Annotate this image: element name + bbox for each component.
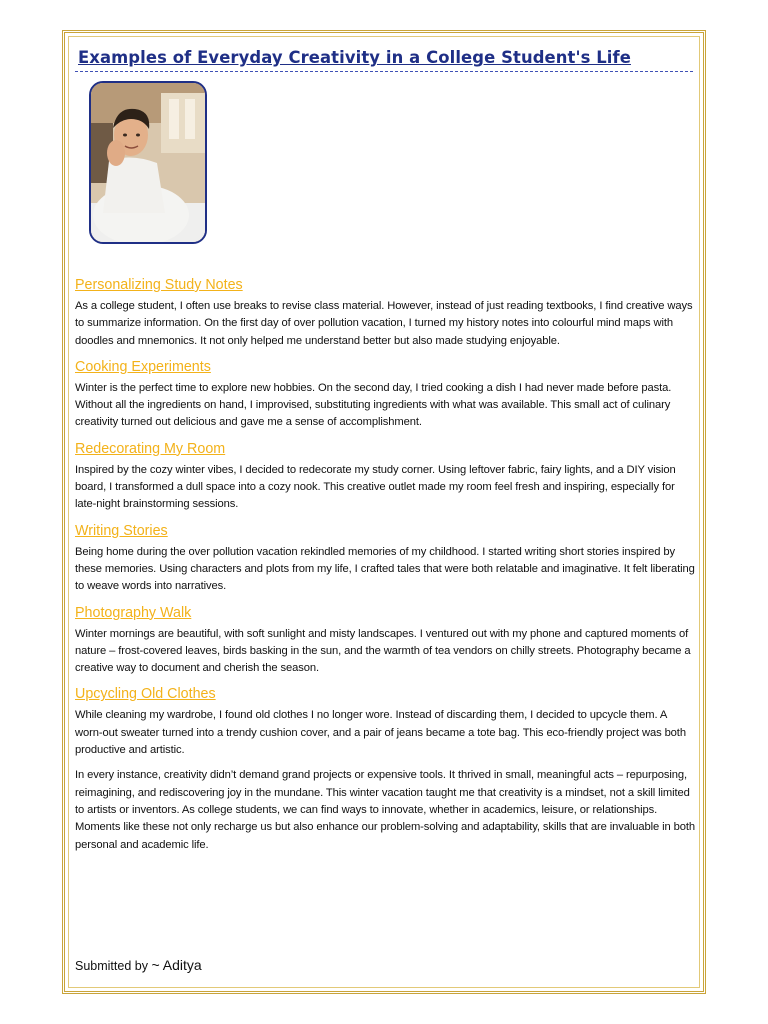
section-heading: Upcycling Old Clothes bbox=[75, 686, 216, 703]
section-heading: Cooking Experiments bbox=[75, 358, 211, 375]
section-text: While cleaning my wardrobe, I found old clothes I no longer wore. Instead of discarding them, I decided to upcycle them. A worn-out sweater turned into a trendy cushion cover, and a pair of jeans became a tote bag. This eco-friendly project was both productive and artistic. bbox=[75, 709, 686, 757]
closing-paragraph: In every instance, creativity didn’t demand grand projects or expensive tools. It thrived in small, meaningful acts – repurposing, reimagining, and rediscovering joy in the mundane. This winter vacation taught me that creativity is a mindset, not a skill limited to artists or inventors. As college students, we can find ways to innovate, whether in academics, leisure, or relationships. Moments like these not only recharge us but also enhance our problem-solving and adaptability, skills that are invaluable in both personal and academic life. bbox=[75, 769, 695, 851]
section-text: Inspired by the cozy winter vibes, I decided to redecorate my study corner. Using leftover fabric, fairy lights, and a DIY vision board, I transformed a dull space into a cozy nook. This creative outlet made my room feel fresh and inspiring, especially for late-night brainstorming sessions. bbox=[75, 463, 676, 511]
section-cooking-experiments bbox=[75, 358, 695, 432]
section-text: Winter is the perfect time to explore new hobbies. On the second day, I tried cooking a dish I had never made before pasta. Without all the ingredients on hand, I improvised, substituting ingredients with what was available. This small act of culinary creativity turned out delicious and gave me a sense of accomplishment. bbox=[75, 381, 672, 429]
section-heading: Photography Walk bbox=[75, 604, 192, 621]
signature-name: ~ Aditya bbox=[151, 957, 202, 973]
section-text: Winter mornings are beautiful, with soft sunlight and misty landscapes. I ventured out with my phone and captured moments of nature – frost-covered leaves, birds basking in the sun, and the warmth of tea vendors on chilly streets. Photography became a creative way to document and cherish the season. bbox=[75, 627, 691, 675]
section-heading: Writing Stories bbox=[75, 522, 168, 539]
signature-prefix: Submitted by bbox=[75, 959, 152, 973]
section-photography-walk bbox=[75, 604, 695, 678]
section-text: As a college student, I often use breaks to revise class material. However, instead of just reading textbooks, I find creative ways to summarize information. On the first day of over pollution vacation, I turned my history notes into colourful mind maps with doodles and mnemonics. It not only helped me understand better but also made studying enjoyable. bbox=[75, 300, 693, 347]
article-body bbox=[75, 276, 695, 854]
section-redecorating-my-room bbox=[75, 440, 695, 514]
section-heading: Personalizing Study Notes bbox=[75, 277, 243, 293]
author-photo bbox=[89, 81, 207, 244]
section-personalizing-study-notes bbox=[75, 276, 695, 350]
section-writing-stories bbox=[75, 522, 695, 596]
section-text: Being home during the over pollution vacation rekindled memories of my childhood. I started writing short stories inspired by these memories. Using characters and plots from my life, I crafted tales that were both relatable and imaginative. It felt liberating to weave words into narratives. bbox=[75, 545, 695, 593]
title-divider bbox=[75, 71, 693, 72]
page-title: Examples of Everyday Creativity in a College Student's Life bbox=[78, 48, 631, 67]
signature-line bbox=[75, 957, 202, 973]
section-upcycling-old-clothes bbox=[75, 685, 695, 759]
section-heading: Redecorating My Room bbox=[75, 440, 226, 457]
